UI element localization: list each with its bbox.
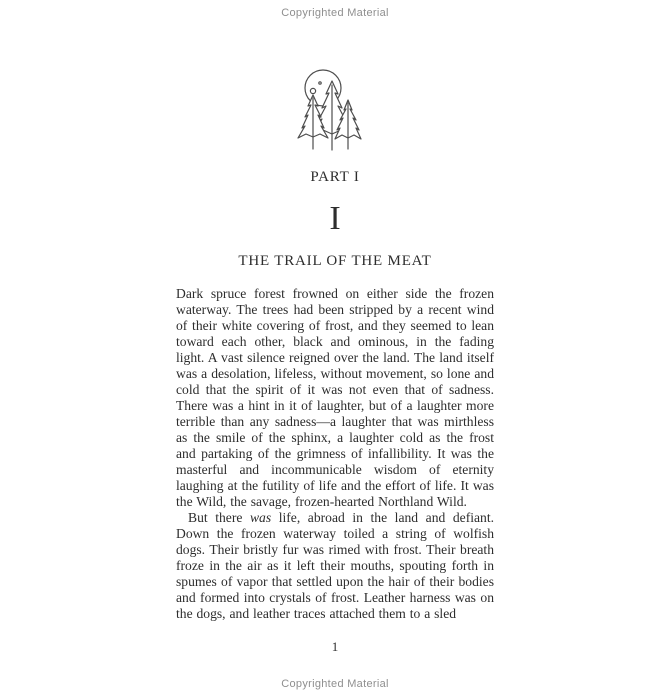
paragraph-1: Dark spruce forest frowned on either side the frozen waterway. The trees had been stripped by a recent wind of their white covering of frost, and they seemed to lean toward each other, black and ominous, in the fading light. A vast silence reigned over the land. The land itself was a desolation, lifeless, without movement, so lone and cold that the spirit of it was not even that of sadness. There was a hint in it of laughter, but of a laughter more terrible than any sadness—a laughter that was mirthless as the smile of the sphinx, a laughter cold as the frost and partaking of the grimness of infallibility. It was the masterful and incommunicable wisdom of eternity laughing at the futility of life and the effort of life. It was the Wild, the savage, frozen-hearted Northland Wild. [176, 286, 494, 509]
paragraph-2-emphasis: was [249, 510, 272, 525]
star-dot [319, 82, 321, 84]
left-tree-tip-circle [310, 88, 315, 93]
chapter-number: I [329, 200, 341, 237]
part-label: PART I [310, 169, 360, 185]
moon-and-spruce-trees-icon [280, 58, 390, 153]
chapter-title: THE TRAIL OF THE MEAT [238, 253, 432, 269]
copyright-banner-bottom: Copyrighted Material [281, 678, 389, 690]
body-text-block [176, 286, 494, 622]
paragraph-2-lead: But there [188, 510, 250, 525]
paragraph-2-rest: life, abroad in the land and defiant. Down the frozen waterway toiled a string of wolfish dogs. Their bristly fur was rimed with frost. Their breath froze in the air as it left their mouths, spouting forth in spumes of vapor that settled upon the hair of their bodies and formed into crystals of frost. Leather harness was on the dogs, and leather traces attached them to a sled [176, 510, 495, 621]
copyright-banner-top: Copyrighted Material [281, 7, 389, 19]
paragraph-2 [176, 510, 494, 622]
page-number: 1 [331, 639, 339, 654]
